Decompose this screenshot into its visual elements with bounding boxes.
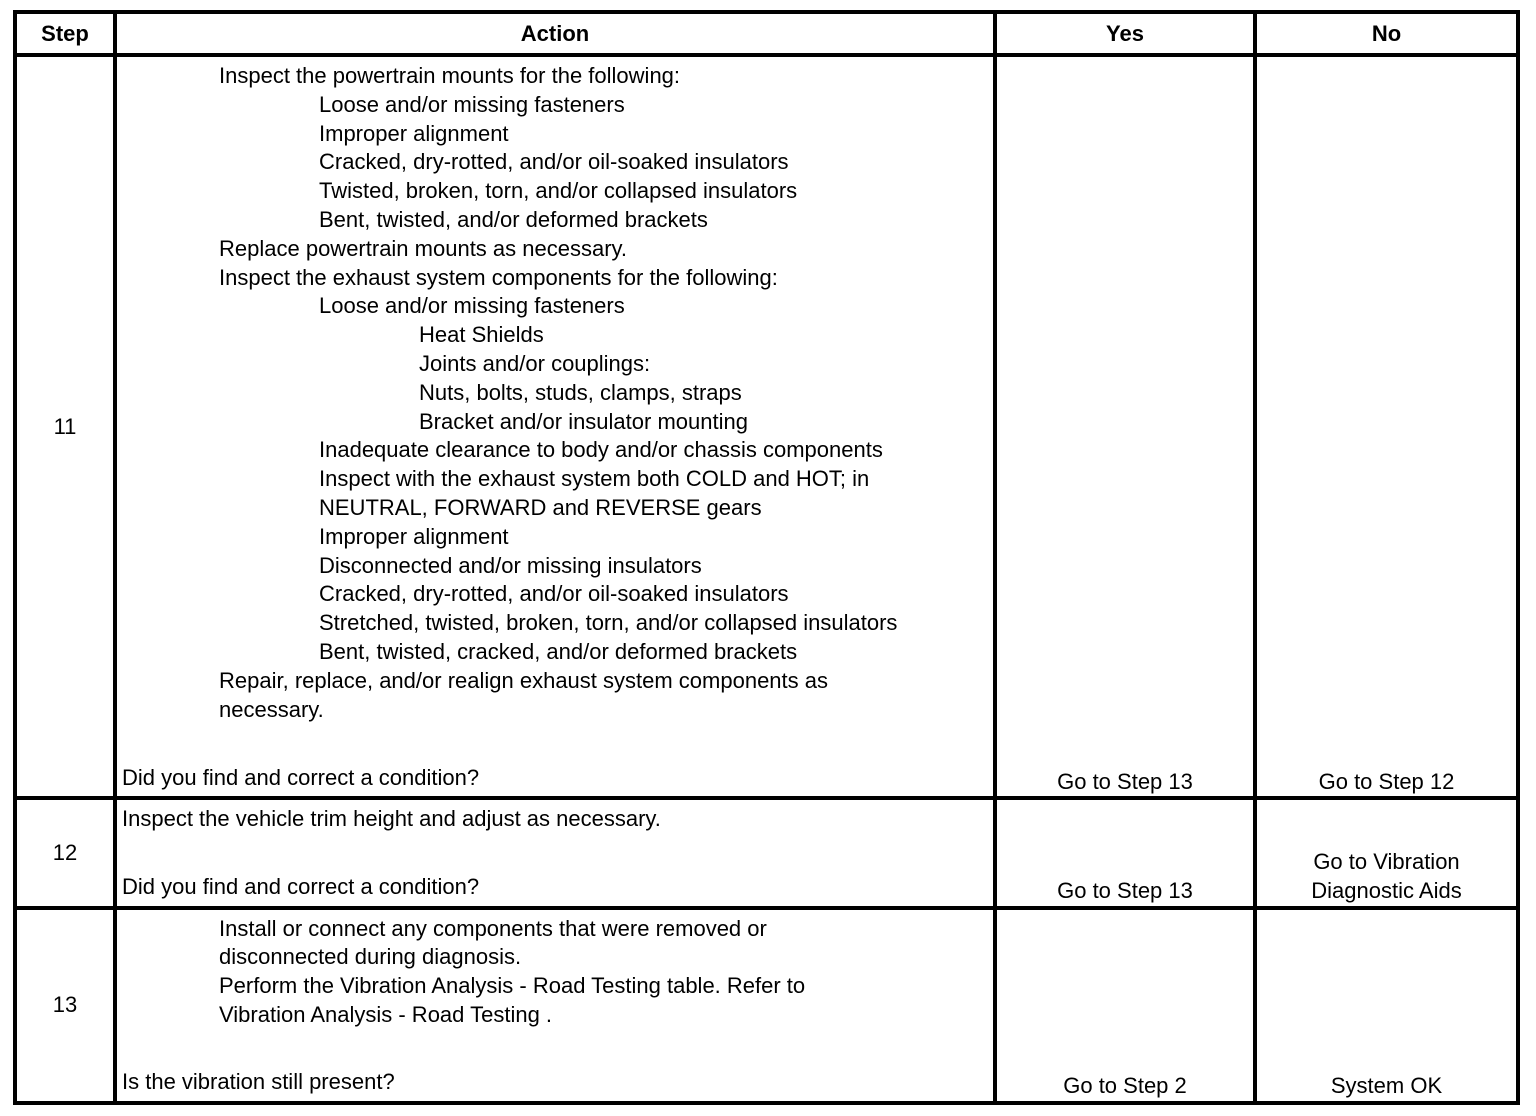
action-line: Inspect the powertrain mounts for the following: — [219, 63, 681, 89]
action-line: Inspect the exhaust system components for the following: — [219, 264, 778, 290]
action-line: Improper alignment — [319, 523, 509, 549]
header-action: Action — [115, 12, 995, 55]
action-line: Bent, twisted, cracked, and/or deformed brackets — [319, 639, 798, 665]
header-step: Step — [15, 12, 115, 55]
no-result: System OK — [1330, 1073, 1443, 1099]
action-line: disconnected during diagnosis. — [219, 944, 522, 970]
action-line: Disconnected and/or missing insulators — [319, 552, 702, 578]
action-cell — [115, 55, 995, 798]
action-line: Inspect with the exhaust system both COLD and HOT; in — [319, 466, 870, 492]
no-cell — [1255, 908, 1518, 1103]
action-line: Inspect the vehicle trim height and adjust as necessary. — [122, 806, 661, 832]
header-no: No — [1255, 12, 1518, 55]
header-row — [15, 12, 1518, 55]
action-cell — [115, 798, 995, 907]
action-line: Bracket and/or insulator mounting — [419, 408, 748, 434]
yes-cell — [995, 908, 1255, 1103]
header-yes: Yes — [995, 12, 1255, 55]
action-line: Cracked, dry-rotted, and/or oil-soaked insulators — [319, 581, 789, 607]
action-line: Perform the Vibration Analysis - Road Testing table. Refer to — [219, 973, 806, 999]
action-line: Improper alignment — [319, 120, 509, 146]
action-line: Joints and/or couplings: — [419, 351, 651, 377]
diagnostic-table — [13, 10, 1520, 1105]
action-line: Twisted, broken, torn, and/or collapsed insulators — [319, 178, 798, 204]
action-line: NEUTRAL, FORWARD and REVERSE gears — [319, 495, 762, 521]
action-line: necessary. — [219, 696, 324, 722]
action-question: Is the vibration still present? — [122, 1069, 395, 1095]
action-line: Nuts, bolts, studs, clamps, straps — [419, 379, 742, 405]
action-line: Install or connect any components that were removed or — [219, 915, 767, 941]
action-line: Bent, twisted, and/or deformed brackets — [319, 207, 708, 233]
step-number: 13 — [15, 908, 115, 1103]
yes-result: Go to Step 2 — [1063, 1073, 1187, 1099]
no-cell — [1255, 798, 1518, 907]
action-line: Replace powertrain mounts as necessary. — [219, 235, 628, 261]
step-number: 11 — [15, 55, 115, 798]
no-result-line: Go to Vibration — [1313, 849, 1460, 875]
no-cell — [1255, 55, 1518, 798]
action-line: Stretched, twisted, broken, torn, and/or collapsed insulators — [319, 610, 898, 636]
action-question: Did you find and correct a condition? — [122, 764, 480, 790]
no-result-line: Diagnostic Aids — [1311, 877, 1462, 903]
table-row-step-11 — [15, 55, 1518, 798]
action-line: Vibration Analysis - Road Testing . — [219, 1002, 553, 1028]
table-row-step-13 — [15, 908, 1518, 1103]
step-number: 12 — [15, 798, 115, 907]
action-cell — [115, 908, 995, 1103]
action-line: Inadequate clearance to body and/or chassis components — [319, 437, 883, 463]
no-result: Go to Step 12 — [1318, 768, 1455, 794]
yes-cell — [995, 55, 1255, 798]
yes-result: Go to Step 13 — [1057, 877, 1193, 903]
action-line: Cracked, dry-rotted, and/or oil-soaked insulators — [319, 149, 789, 175]
yes-cell — [995, 798, 1255, 907]
action-line: Heat Shields — [419, 322, 544, 348]
action-line: Loose and/or missing fasteners — [319, 91, 625, 117]
table-row-step-12 — [15, 798, 1518, 907]
action-line: Repair, replace, and/or realign exhaust system components as — [219, 667, 828, 693]
action-question: Did you find and correct a condition? — [122, 873, 480, 899]
yes-result: Go to Step 13 — [1057, 768, 1193, 794]
action-line: Loose and/or missing fasteners — [319, 293, 625, 319]
